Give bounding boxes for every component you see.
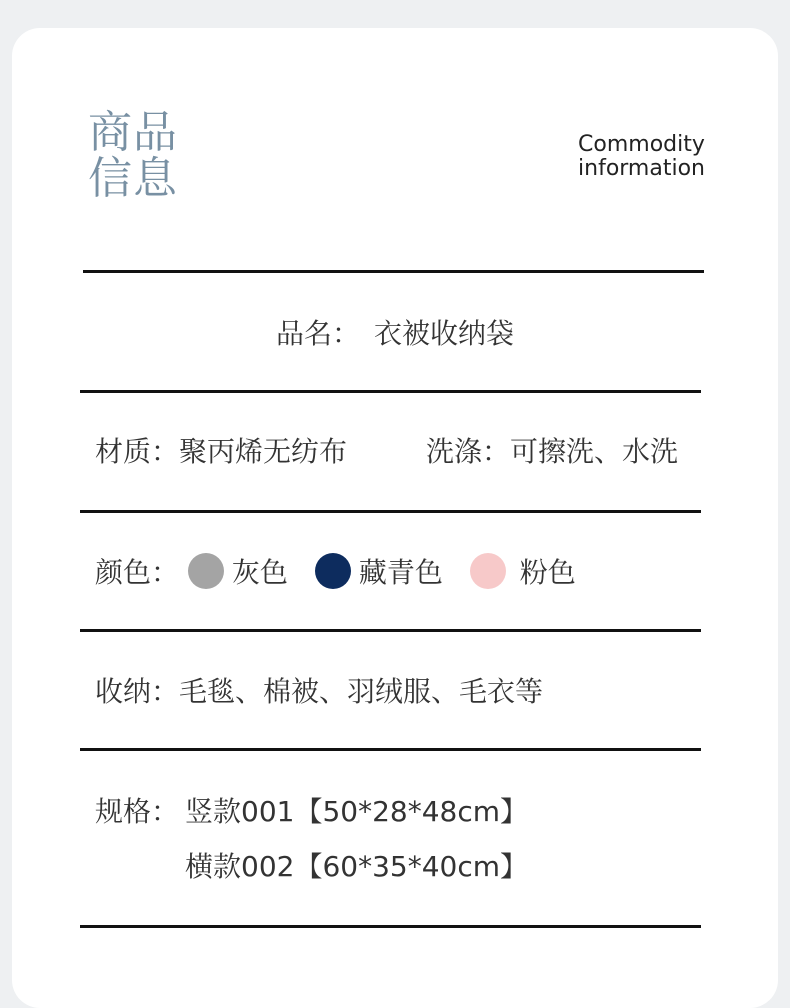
material-row: [95, 430, 347, 470]
product-name-row: [0, 312, 790, 352]
name-label: 品名：: [275, 317, 360, 350]
gray-swatch: [188, 553, 224, 589]
wash-row: [426, 430, 678, 470]
color-name: 粉色: [519, 556, 576, 589]
color-label: 颜色：: [95, 556, 180, 589]
navy-swatch: [315, 553, 351, 589]
section-title-en: [578, 133, 705, 181]
color-name: 藏青色: [358, 556, 443, 589]
storage-label: 收纳：: [95, 675, 180, 708]
color-row: [95, 551, 594, 592]
wash-value: 可擦洗、水洗: [510, 435, 679, 468]
wash-label: 洗涤：: [426, 435, 511, 468]
title-cn-line2: 信息: [88, 153, 178, 204]
divider: [80, 748, 701, 751]
divider: [83, 270, 704, 273]
divider: [80, 629, 701, 632]
divider: [80, 390, 701, 393]
title-cn-line1: 商品: [88, 107, 178, 158]
color-name: 灰色: [231, 556, 288, 589]
title-en-line1: Commodity: [578, 132, 705, 157]
pink-swatch: [470, 553, 506, 589]
spec-label: 规格：: [95, 795, 180, 828]
divider: [80, 510, 701, 513]
material-value: 聚丙烯无纺布: [179, 435, 348, 468]
divider: [80, 925, 701, 928]
storage-value: 毛毯、棉被、羽绒服、毛衣等: [179, 675, 544, 708]
color-option-gray: [188, 556, 297, 589]
color-option-pink: [470, 556, 576, 589]
color-option-navy: [315, 556, 452, 589]
spec-line-vertical: 竖款001【50*28*48cm】: [185, 795, 529, 828]
material-label: 材质：: [95, 435, 180, 468]
name-value: 衣被收纳袋: [374, 317, 515, 350]
storage-row: [95, 670, 543, 710]
section-title-cn: [88, 107, 178, 204]
spec-line-horizontal: 横款002【60*35*40cm】: [185, 850, 529, 883]
title-en-line2: information: [578, 156, 705, 181]
